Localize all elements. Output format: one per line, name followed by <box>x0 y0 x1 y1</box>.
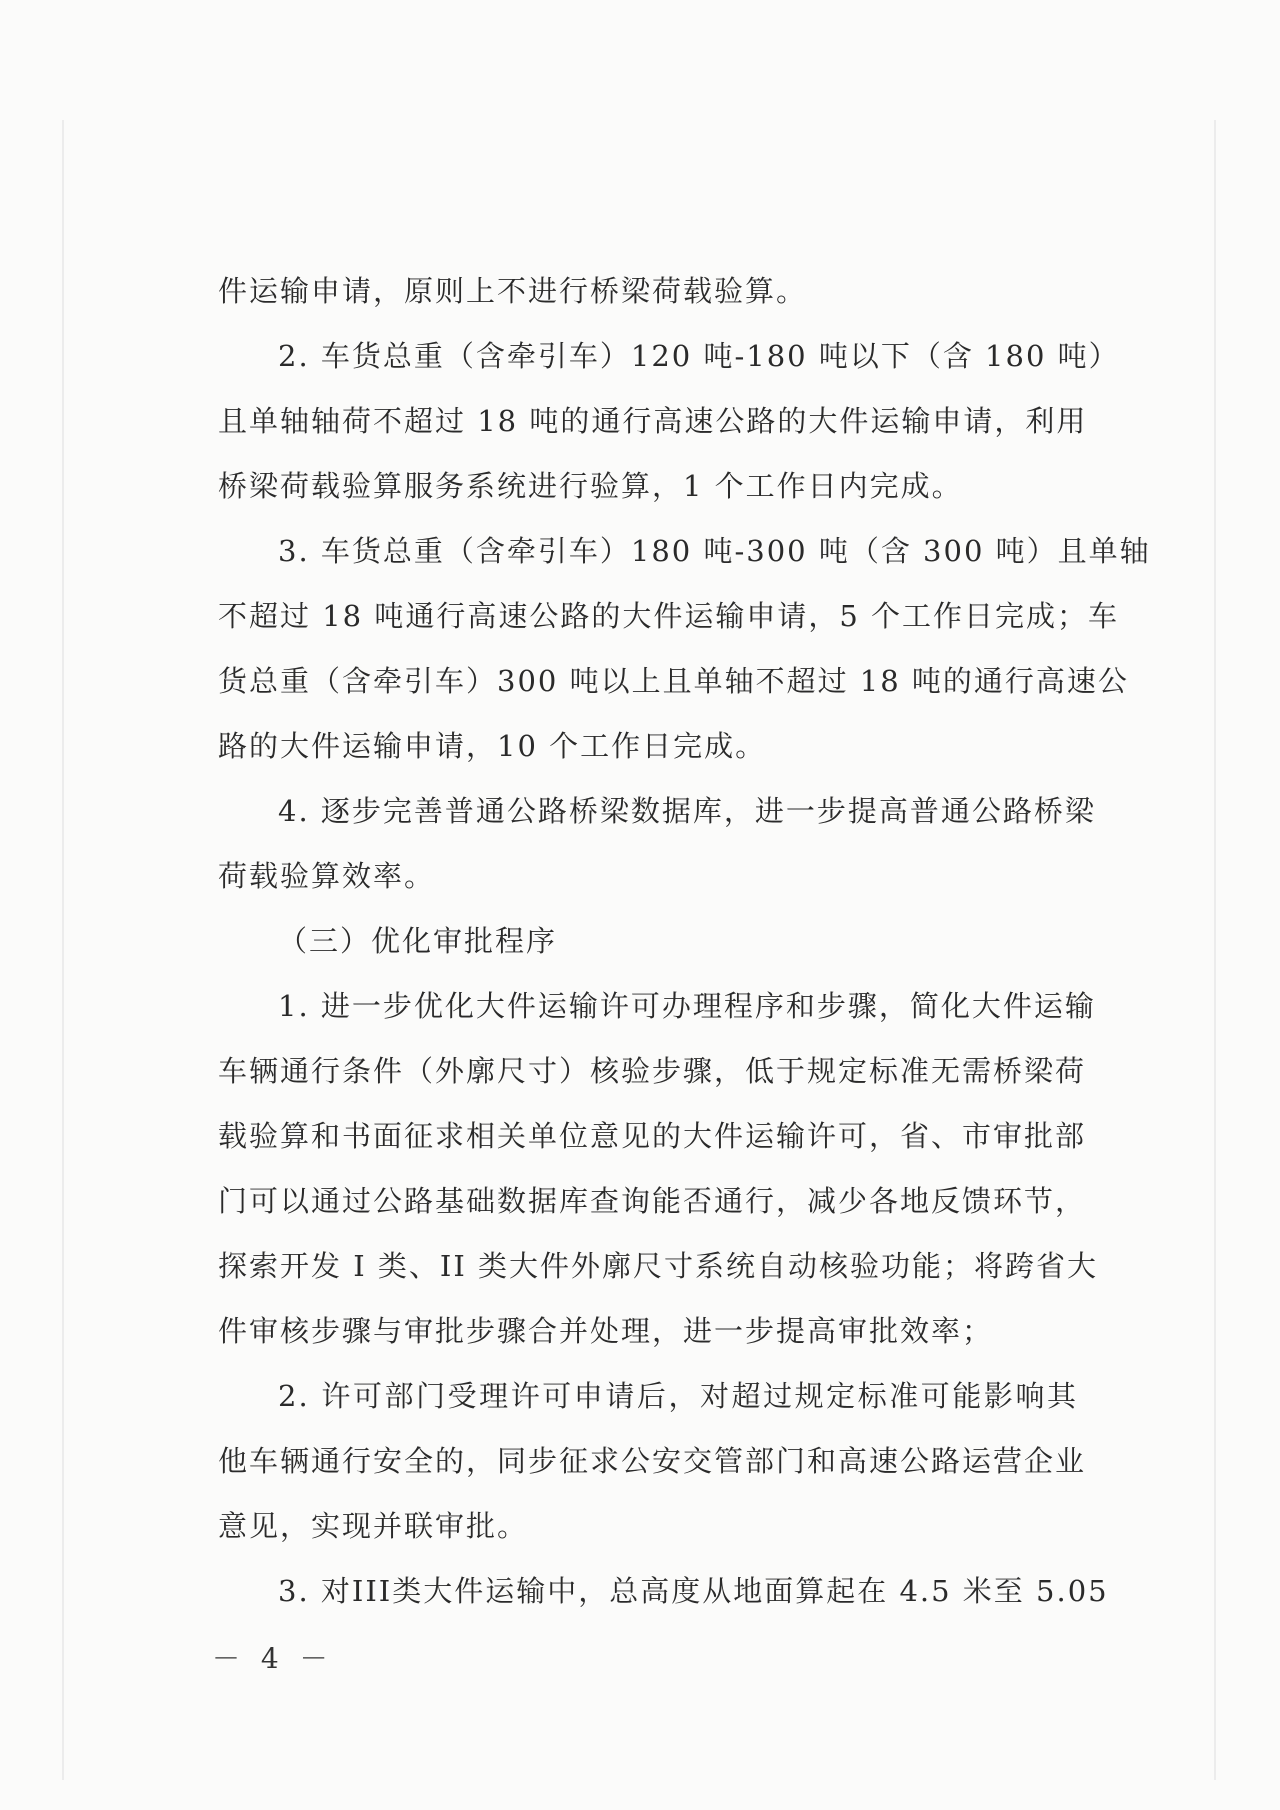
text-line-5: 3. 车货总重（含牵引车）180 吨-300 吨（含 300 吨）且单轴 <box>278 534 1151 568</box>
text-line-7: 货总重（含牵引车）300 吨以上且单轴不超过 18 吨的通行高速公 <box>218 664 1129 698</box>
text-line-15: 门可以通过公路基础数据库查询能否通行，减少各地反馈环节， <box>218 1184 1087 1218</box>
section-heading: （三）优化审批程序 <box>278 924 558 958</box>
scan-edge-right <box>1214 120 1216 1780</box>
page-number: － 4 － <box>212 1642 334 1675</box>
text-line-21: 3. 对III类大件运输中，总高度从地面算起在 4.5 米至 5.05 <box>278 1574 1109 1608</box>
text-line-4: 桥梁荷载验算服务系统进行验算，1 个工作日内完成。 <box>218 469 963 503</box>
text-line-10: 荷载验算效率。 <box>218 859 436 893</box>
text-line-12: 1. 进一步优化大件运输许可办理程序和步骤，简化大件运输 <box>278 989 1096 1023</box>
text-line-9: 4. 逐步完善普通公路桥梁数据库，进一步提高普通公路桥梁 <box>278 794 1096 828</box>
text-line-19: 他车辆通行安全的，同步征求公安交管部门和高速公路运营企业 <box>218 1444 1087 1478</box>
text-line-20: 意见，实现并联审批。 <box>218 1509 529 1543</box>
text-line-16: 探索开发 I 类、II 类大件外廓尺寸系统自动核验功能；将跨省大 <box>218 1249 1099 1283</box>
text-line-3: 且单轴轴荷不超过 18 吨的通行高速公路的大件运输申请，利用 <box>218 404 1088 438</box>
text-line-2: 2. 车货总重（含牵引车）120 吨-180 吨以下（含 180 吨） <box>278 339 1120 373</box>
text-line-13: 车辆通行条件（外廓尺寸）核验步骤，低于规定标准无需桥梁荷 <box>218 1054 1087 1088</box>
scan-edge-left <box>62 120 64 1780</box>
text-line-8: 路的大件运输申请，10 个工作日完成。 <box>218 729 767 763</box>
text-line-18: 2. 许可部门受理许可申请后，对超过规定标准可能影响其 <box>278 1379 1078 1413</box>
text-line-14: 载验算和书面征求相关单位意见的大件运输许可，省、市审批部 <box>218 1119 1087 1153</box>
text-line-6: 不超过 18 吨通行高速公路的大件运输申请，5 个工作日完成；车 <box>218 599 1120 633</box>
text-line-1: 件运输申请，原则上不进行桥梁荷载验算。 <box>218 274 808 308</box>
text-line-17: 件审核步骤与审批步骤合并处理，进一步提高审批效率； <box>218 1314 994 1348</box>
